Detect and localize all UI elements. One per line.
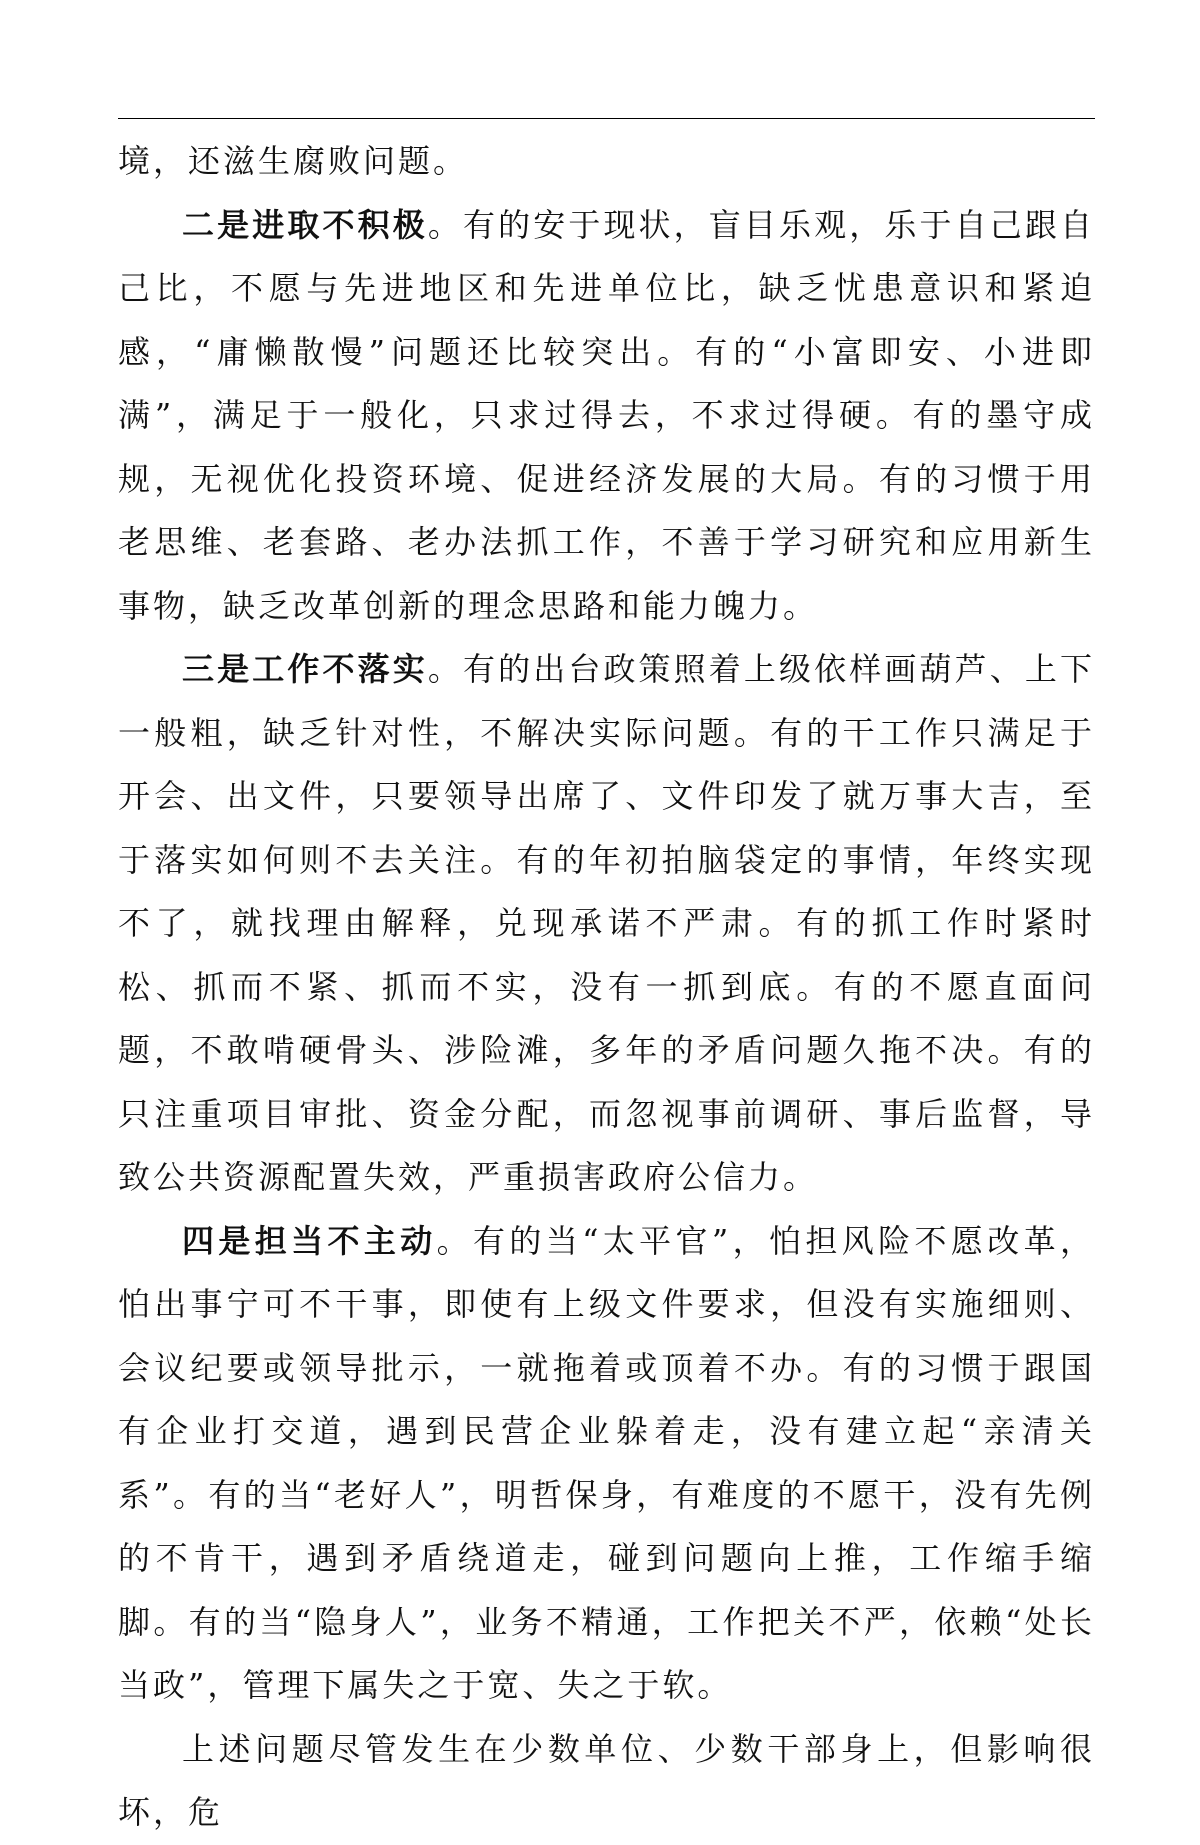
document-body — [118, 130, 1095, 1845]
header-rule — [118, 118, 1095, 119]
paragraph-continuation — [118, 130, 1095, 194]
paragraph-text: 。有的安于现状，盲目乐观，乐于自己跟自己比，不愿与先进地区和先进单位比，缺乏忧患意识和紧迫感，“庸懒散慢”问题还比较突出。有的“小富即安、小进即满”，满足于一般化，只求过得去，不求过得硬。有的墨守成规，无视优化投资环境、促进经济发展的大局。有的习惯于用老思维、老套路、老办法抓工作，不善于学习研究和应用新生事物，缺乏改革创新的理念思路和能力魄力。 — [118, 205, 1095, 625]
paragraph-heading: 三是工作不落实 — [182, 650, 428, 688]
paragraph-heading: 二是进取不积极 — [182, 205, 428, 244]
paragraph-summary — [118, 1718, 1095, 1845]
paragraph-text: 。有的出台政策照着上级依样画葫芦、上下一般粗，缺乏针对性，不解决实际问题。有的干工作只满足于开会、出文件，只要领导出席了、文件印发了就万事大吉，至于落实如何则不去关注。有的年初拍脑袋定的事情，年终实现不了，就找理由解释，兑现承诺不严肃。有的抓工作时紧时松、抓而不紧、抓而不实，没有一抓到底。有的不愿直面问题，不敢啃硬骨头、涉险滩，多年的矛盾问题久拖不决。有的只注重项目审批、资金分配，而忽视事前调研、事后监督，导致公共资源配置失效，严重损害政府公信力。 — [118, 650, 1095, 1196]
paragraph-text: 上述问题尽管发生在少数单位、少数干部身上，但影响很坏，危 — [118, 1729, 1095, 1831]
paragraph-text: 境，还滋生腐败问题。 — [118, 142, 469, 180]
paragraph-item-4 — [118, 1210, 1095, 1718]
paragraph-item-3 — [118, 638, 1095, 1210]
paragraph-heading: 四是担当不主动 — [182, 1221, 437, 1260]
paragraph-item-2 — [118, 194, 1095, 639]
paragraph-text: 。有的当“太平官”，怕担风险不愿改革，怕出事宁可不干事，即使有上级文件要求，但没有实施细则、会议纪要或领导批示，一就拖着或顶着不办。有的习惯于跟国有企业打交道，遇到民营企业躲着走，没有建立起“亲清关系”。有的当“老好人”，明哲保身，有难度的不愿干，没有先例的不肯干，遇到矛盾绕道走，碰到问题向上推，工作缩手缩脚。有的当“隐身人”，业务不精通，工作把关不严，依赖“处长当政”，管理下属失之于宽、失之于软。 — [118, 1221, 1095, 1704]
